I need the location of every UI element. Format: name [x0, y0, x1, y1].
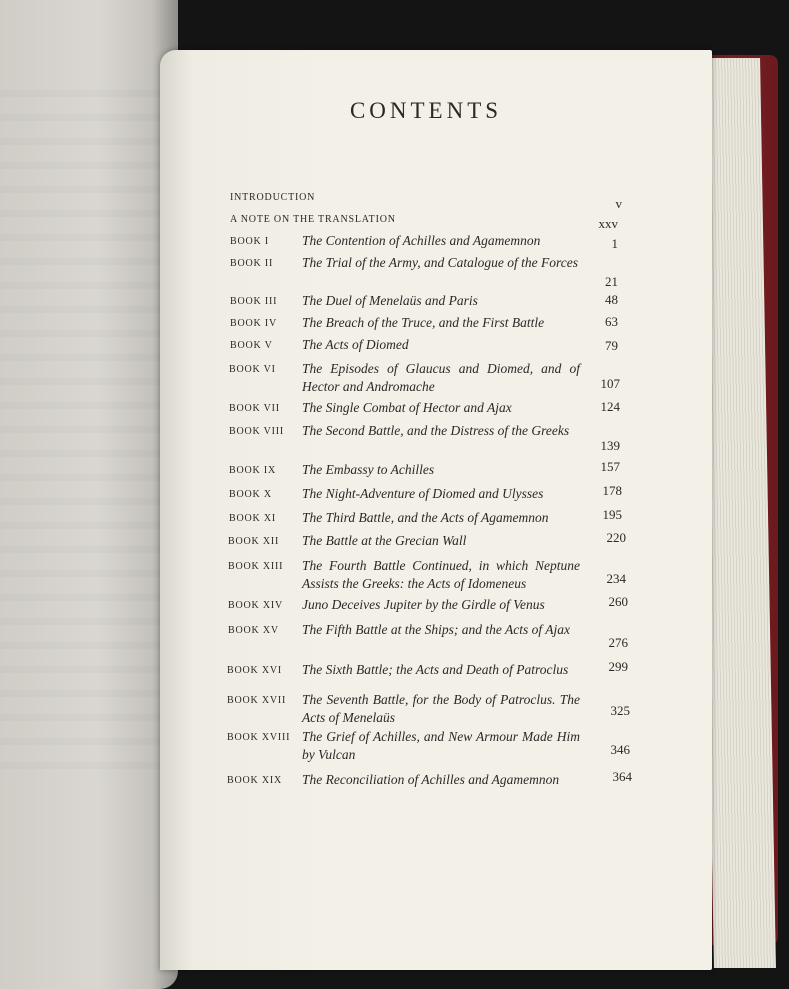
toc-entry-title: The Single Combat of Hector and Ajax [302, 400, 512, 415]
toc-entry-page-number: 107 [600, 376, 620, 391]
toc-entry-page-number: 325 [610, 703, 630, 718]
toc-entry-label: BOOK VIII [229, 426, 285, 437]
toc-entry-label: BOOK XII [228, 536, 280, 547]
toc-entry-page-number: 276 [608, 635, 628, 650]
toc-entry-title: The Contention of Achilles and Agamemnon [302, 233, 541, 248]
toc-entry-page-number: 220 [606, 530, 626, 545]
toc-entry-label: BOOK II [230, 258, 274, 269]
toc-entry-label: BOOK VI [229, 364, 276, 375]
toc-entry-label: BOOK XVII [227, 695, 287, 706]
toc-entry-title: The Sixth Battle; the Acts and Death of Patroclus [302, 662, 569, 677]
toc-entry-label: BOOK I [230, 236, 269, 247]
toc-entry-page-number: 157 [600, 459, 620, 474]
toc-entry-title: The Duel of Menelaüs and Paris [302, 293, 478, 308]
toc-entry-title: The Battle at the Grecian Wall [302, 533, 467, 548]
toc-entry-title: The Embassy to Achilles [302, 462, 435, 477]
toc-entry-label: BOOK V [230, 340, 273, 351]
toc-entry-title: The Breach of the Truce, and the First Battle [302, 315, 545, 330]
toc-entry-label: BOOK IX [229, 465, 276, 476]
toc-entry-label: A NOTE ON THE TRANSLATION [230, 214, 396, 225]
toc-entry-title: The Episodes of Glaucus and Diomed, and of Hector and Andromache [302, 361, 580, 394]
toc-entry-title: The Third Battle, and the Acts of Agamemnon [302, 510, 549, 525]
toc-entry-page-number: v [615, 196, 622, 211]
toc-entry-label: BOOK XIII [228, 561, 284, 572]
toc-entry-label: BOOK X [229, 489, 272, 500]
toc-entry-title: The Seventh Battle, for the Body of Patroclus. The Acts of Menelaüs [302, 692, 580, 725]
toc-entry-label: BOOK XVIII [227, 732, 291, 743]
toc-entry-label: BOOK XIX [227, 775, 283, 786]
toc-entry-page-number: 299 [608, 659, 628, 674]
toc-entry-page-number: 124 [600, 399, 620, 414]
toc-entry-page-number: 178 [602, 483, 622, 498]
toc-entry-label: BOOK IV [230, 318, 277, 329]
toc-entry-page-number: 48 [605, 292, 618, 307]
toc-entry-page-number: 260 [608, 594, 628, 609]
toc-entry-label: BOOK XIV [228, 600, 284, 611]
toc-entry-title: The Trial of the Army, and Catalogue of the Forces [302, 255, 578, 270]
toc-entry-title: The Fourth Battle Continued, in which Neptune Assists the Greeks: the Acts of Idomeneus [302, 558, 580, 591]
toc-entry-title: The Night-Adventure of Diomed and Ulysses [302, 486, 544, 501]
toc-entry-title: The Second Battle, and the Distress of the Greeks [302, 423, 570, 438]
toc-entry-label: BOOK VII [229, 403, 280, 414]
toc-entry-page-number: 1 [611, 236, 618, 251]
toc-entry-page-number: 79 [605, 338, 618, 353]
toc-entry-page-number: 364 [612, 769, 632, 784]
toc-entry-page-number: 63 [605, 314, 618, 329]
contents-heading: CONTENTS [349, 98, 503, 123]
toc-entry-title: Juno Deceives Jupiter by the Girdle of Venus [302, 597, 545, 612]
toc-entry-label: INTRODUCTION [230, 192, 316, 203]
toc-entry-title: The Grief of Achilles, and New Armour Made Him by Vulcan [302, 729, 580, 762]
toc-entry-page-number: 21 [605, 274, 618, 289]
toc-entry-label: BOOK III [230, 296, 278, 307]
toc-entry-page-number: 346 [610, 742, 630, 757]
toc-entry-title: The Reconciliation of Achilles and Agamemnon [302, 772, 560, 787]
toc-entry-label: BOOK XI [229, 513, 276, 524]
toc-entry-label: BOOK XV [228, 625, 279, 636]
toc-entry-page-number: 195 [602, 507, 622, 522]
toc-entry-page-number: 234 [606, 571, 626, 586]
toc-entry-label: BOOK XVI [227, 665, 283, 676]
toc-entry-title: The Acts of Diomed [302, 337, 409, 352]
toc-entry-page-number: 139 [600, 438, 620, 453]
toc-entry-title: The Fifth Battle at the Ships; and the Acts of Ajax [302, 622, 570, 637]
toc-entry-page-number: xxv [598, 216, 618, 231]
